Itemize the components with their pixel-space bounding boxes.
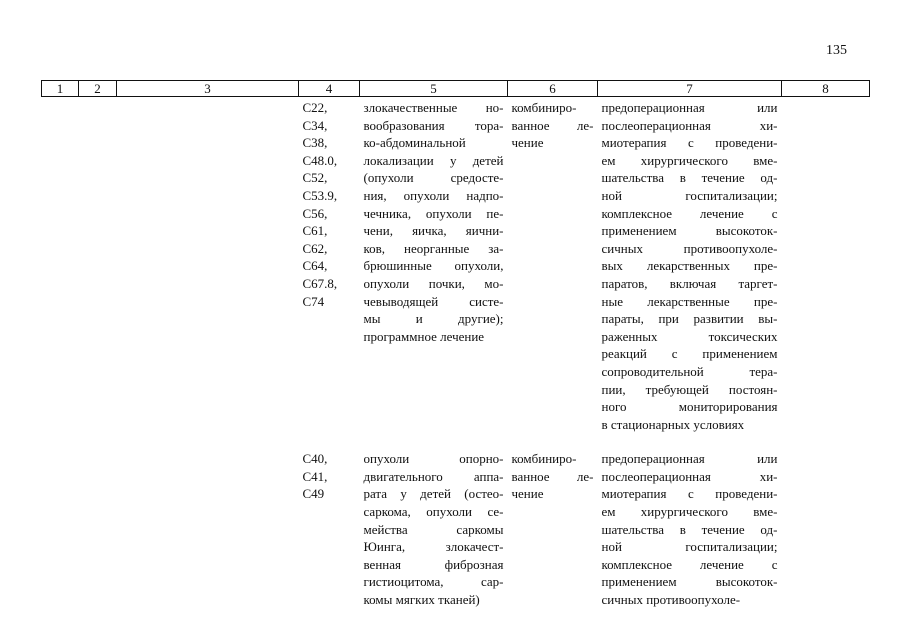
text-line: предоперационная или	[601, 100, 778, 115]
text-line: раженных токсических	[601, 328, 778, 344]
text-line: C67.8,	[302, 275, 338, 291]
text-line: C52,	[302, 170, 328, 186]
text-line: ванное ле-	[511, 117, 594, 133]
cell-col-8	[782, 433, 870, 608]
condition-cell	[360, 97, 508, 434]
text-line: сичных противоопухоле-	[601, 592, 741, 608]
text-line: реакций с применением	[601, 346, 778, 362]
text-line: миотерапия с проведени-	[601, 135, 778, 151]
text-line: ной госпитализации;	[601, 539, 778, 555]
text-line: комы мягких тканей)	[363, 592, 480, 608]
text-line: чение	[511, 135, 544, 151]
text-line: ные лекарственные пре-	[601, 293, 778, 309]
text-line: пии, требующей постоян-	[601, 381, 778, 397]
text-line: C61,	[302, 223, 328, 239]
text-line: паратов, включая таргет-	[601, 275, 778, 291]
diagnosis-codes-cell	[299, 97, 360, 434]
text-line: гистиоцитома, сар-	[363, 574, 504, 590]
column-number-header-row	[42, 81, 870, 97]
text-line: C62,	[302, 240, 328, 256]
text-line: ванное ле-	[511, 468, 594, 484]
column-header-6: 6	[508, 81, 598, 97]
text-line: ко-абдоминальной	[363, 135, 466, 151]
text-line: C49	[302, 486, 325, 502]
text-line: Юинга, злокачест-	[363, 539, 504, 555]
text-line: миотерапия с проведени-	[601, 486, 778, 502]
cell-col-3	[117, 97, 299, 434]
page-number: 135	[826, 43, 847, 58]
treatment-method-cell	[598, 97, 782, 434]
text-line: C64,	[302, 258, 328, 274]
text-line: злокачественные но-	[363, 100, 504, 115]
table-row	[42, 97, 870, 434]
text-line: применением высокоток-	[601, 223, 778, 239]
text-line: комплексное лечение с	[601, 205, 778, 221]
cell-col-2	[79, 433, 117, 608]
text-line: вообразования тора-	[363, 117, 504, 133]
cell-col-1	[42, 433, 79, 608]
table-row	[42, 433, 870, 608]
text-line: параты, при развитии вы-	[601, 311, 778, 327]
text-line: чение	[511, 486, 544, 502]
treatment-type-cell	[508, 433, 598, 608]
text-line: саркома, опухоли се-	[363, 504, 504, 520]
text-line: ного мониторирования	[601, 399, 778, 415]
text-line: сопроводительной тера-	[601, 363, 778, 379]
text-line: (опухоли средосте-	[363, 170, 504, 186]
text-line: C48.0,	[302, 152, 338, 168]
text-line: мы и другие);	[363, 311, 504, 327]
text-line: C38,	[302, 135, 328, 151]
text-line: C34,	[302, 117, 328, 133]
text-line: ния, опухоли надпо-	[363, 187, 504, 203]
column-header-1: 1	[42, 81, 79, 97]
text-line: C40,	[302, 451, 328, 467]
text-line: опухоли почки, мо-	[363, 275, 504, 291]
text-line: C41,	[302, 468, 328, 484]
text-line: ем хирургического вме-	[601, 504, 778, 520]
text-line: применением высокоток-	[601, 574, 778, 590]
column-header-4: 4	[299, 81, 360, 97]
text-line: предоперационная или	[601, 451, 778, 467]
text-line: послеоперационная хи-	[601, 468, 778, 484]
text-line: чевыводящей систе-	[363, 293, 504, 309]
text-line: брюшинные опухоли,	[363, 258, 504, 274]
medical-table	[41, 80, 870, 609]
text-line: ной госпитализации;	[601, 187, 778, 203]
column-header-7: 7	[598, 81, 782, 97]
text-line: шательства в течение од-	[601, 170, 778, 186]
text-line: чечника, опухоли пе-	[363, 205, 504, 221]
cell-col-2	[79, 97, 117, 434]
text-line: сичных противоопухоле-	[601, 240, 778, 256]
text-line: вых лекарственных пре-	[601, 258, 778, 274]
treatment-type-cell	[508, 97, 598, 434]
text-line: C74	[302, 293, 325, 309]
column-header-2: 2	[79, 81, 117, 97]
cell-col-8	[782, 97, 870, 434]
column-header-3: 3	[117, 81, 299, 97]
diagnosis-codes-cell	[299, 433, 360, 608]
text-line: чени, яичка, яични-	[363, 223, 504, 239]
text-line: комплексное лечение с	[601, 556, 778, 572]
text-line: комбиниро-	[511, 100, 577, 115]
text-line: локализации у детей	[363, 152, 504, 168]
text-line: шательства в течение од-	[601, 521, 778, 537]
text-line: мейства саркомы	[363, 521, 504, 537]
text-line: рата у детей (остео-	[363, 486, 504, 502]
cell-col-3	[117, 433, 299, 608]
text-line: двигательного аппа-	[363, 468, 504, 484]
text-line: в стационарных условиях	[601, 416, 745, 432]
condition-cell	[360, 433, 508, 608]
text-line: послеоперационная хи-	[601, 117, 778, 133]
cell-col-1	[42, 97, 79, 434]
text-line: C53.9,	[302, 187, 338, 203]
column-header-5: 5	[360, 81, 508, 97]
text-line: C56,	[302, 205, 328, 221]
treatment-method-cell	[598, 433, 782, 608]
column-header-8: 8	[782, 81, 870, 97]
text-line: опухоли опорно-	[363, 451, 504, 467]
text-line: ем хирургического вме-	[601, 152, 778, 168]
text-line: C22,	[302, 100, 328, 115]
text-line: комбиниро-	[511, 451, 577, 467]
text-line: ков, неорганные за-	[363, 240, 504, 256]
text-line: программное лечение	[363, 328, 485, 344]
text-line: венная фиброзная	[363, 556, 504, 572]
